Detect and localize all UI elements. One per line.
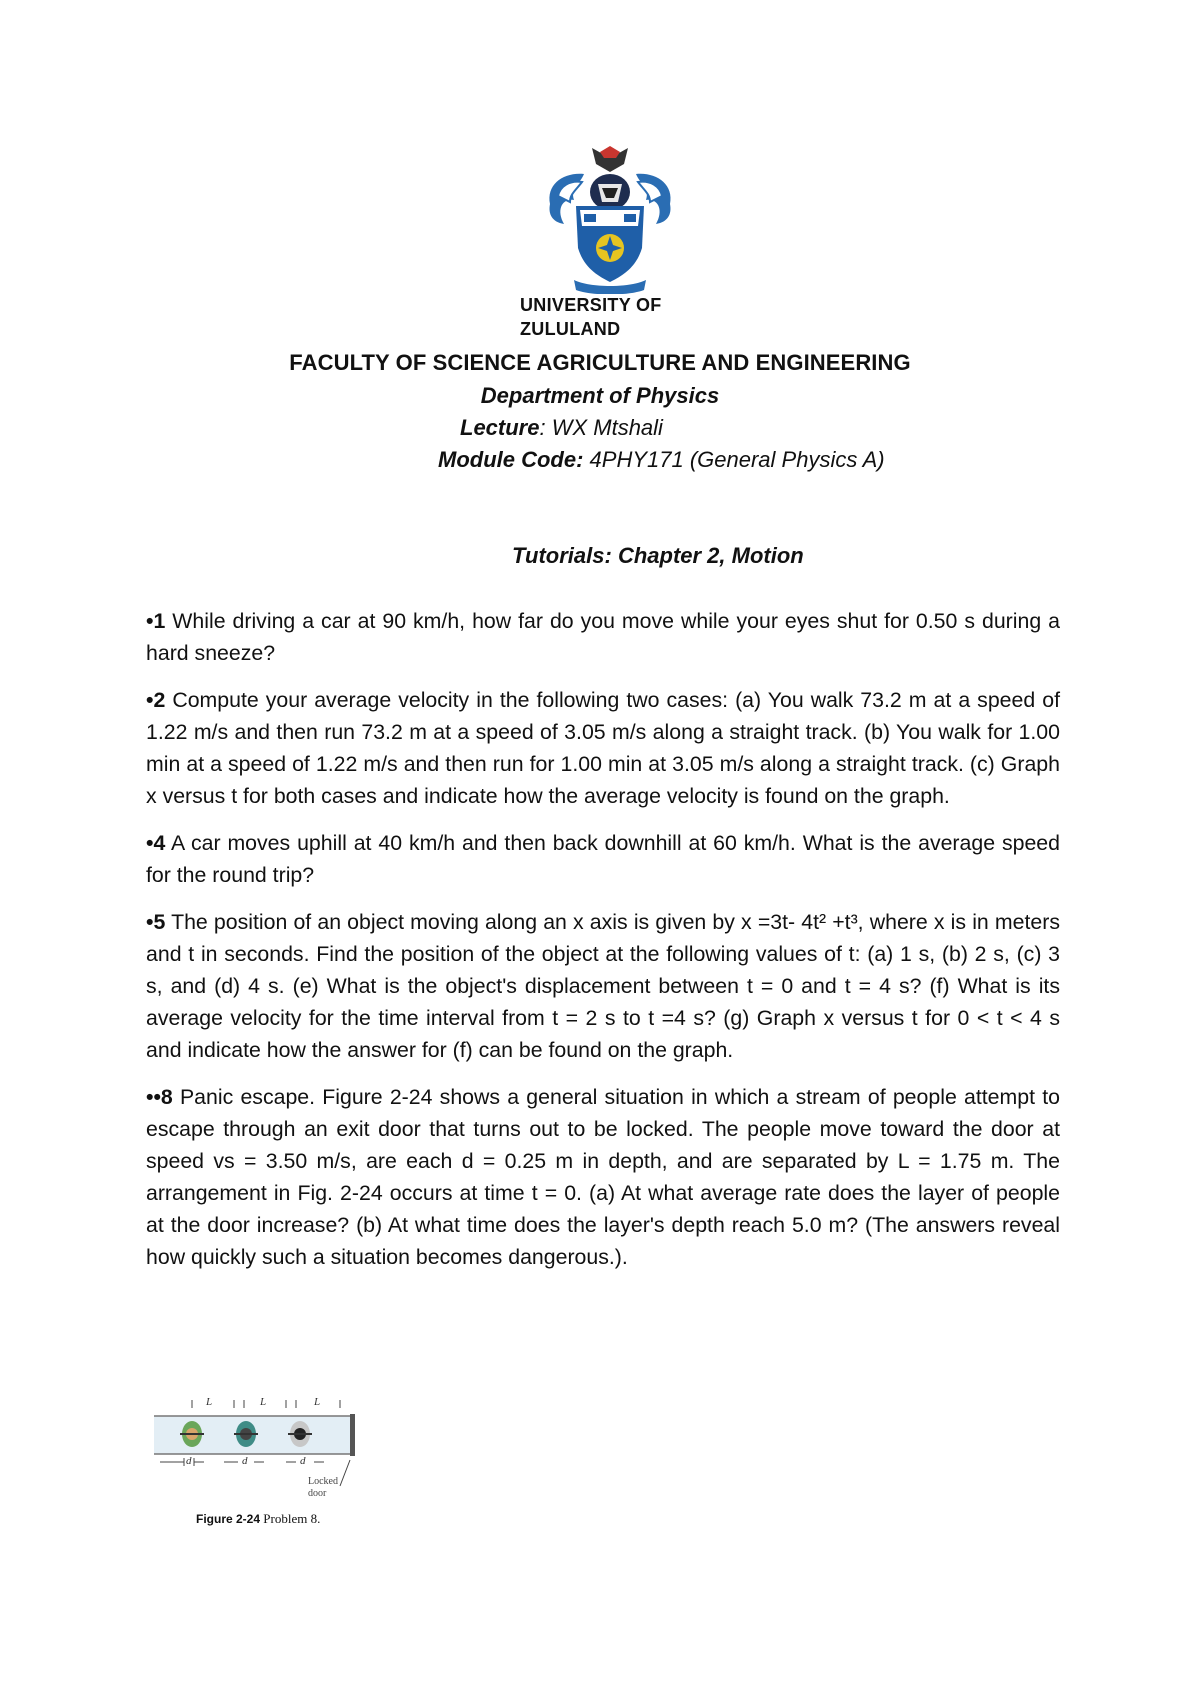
faculty-title: FACULTY OF SCIENCE AGRICULTURE AND ENGINEERING: [289, 350, 911, 375]
figure-caption: [196, 1511, 320, 1527]
depth-label-d: d: [186, 1455, 192, 1467]
depth-label-d: d: [300, 1455, 306, 1467]
problem-marker: •2: [146, 688, 166, 712]
locked-door-label-line2: door: [308, 1488, 327, 1499]
problem-text: Panic escape. Figure 2-24 shows a general situation in which a stream of people attempt to escape through an exit door that turns out to be locked. The people move toward the door at speed vs = 3.50 m/s, are each d = 0.25 m in depth, and are separated by L = 1.75 m. The arrangement in Fig. 2-24 occurs at time t = 0. (a) At what average rate does the layer of people at the door increase? (b) At what time does the layer's depth reach 5.0 m? (The answers reveal how quickly such a situation becomes dangerous.).: [146, 1085, 1060, 1269]
spacing-label-L: L: [260, 1396, 267, 1408]
problem-marker: ••8: [146, 1085, 173, 1109]
problem-text: The position of an object moving along an x axis is given by x =3t- 4t² +t³, where x is in meters and t in seconds. Find the position of the object at the following values of t: (a) 1 s, (b) 2 s, (c) 3 s, and (d) 4 s. (e) What is the object's displacement between t = 0 and t = 4 s? (f) What is its average velocity for the time interval from t = 2 s to t =4 s? (g) Graph x versus t for 0 < t < 4 s and indicate how the answer for (f) can be found on the graph.: [146, 910, 1060, 1062]
problem-4: [146, 827, 1060, 891]
problem-1: [146, 605, 1060, 669]
spacing-label-L: L: [314, 1396, 321, 1408]
problem-2: [146, 684, 1060, 812]
lecturer-line: [460, 415, 663, 441]
problem-text: A car moves uphill at 40 km/h and then back downhill at 60 km/h. What is the average speed for the round trip?: [146, 831, 1060, 887]
figure-caption-label: Figure 2-24: [196, 1512, 261, 1526]
module-code-label: Module Code:: [438, 447, 584, 472]
tutorial-title: Tutorials: Chapter 2, Motion: [512, 543, 804, 568]
department-title: Department of Physics: [480, 383, 720, 408]
problem-marker: •5: [146, 910, 166, 934]
problem-text: While driving a car at 90 km/h, how far do you move while your eyes shut for 0.50 s during a hard sneeze?: [146, 609, 1060, 665]
problem-8: [146, 1081, 1060, 1273]
problem-marker: •1: [146, 609, 166, 633]
spacing-label-L: L: [206, 1396, 213, 1408]
figure-caption-text: Problem 8.: [260, 1511, 321, 1526]
figure-diagram: [150, 1390, 380, 1510]
problem-5: [146, 906, 1060, 1066]
locked-door-label-line1: Locked: [308, 1476, 338, 1487]
university-name: [520, 293, 720, 341]
problem-marker: •4: [146, 831, 166, 855]
problem-text: Compute your average velocity in the following two cases: (a) You walk 73.2 m at a speed of 1.22 m/s and then run 73.2 m at a speed of 3.05 m/s along a straight track. (b) You walk for 1.00 min at a speed of 1.22 m/s and then run for 1.00 min at 3.05 m/s along a straight track. (c) Graph x versus t for both cases and indicate how the average velocity is found on the graph.: [146, 688, 1060, 808]
university-name-line2: ZULULAND: [520, 319, 621, 339]
module-code-line: [438, 447, 885, 473]
problem-list: [146, 605, 1060, 1288]
university-name-line1: UNIVERSITY OF: [520, 295, 662, 315]
lecturer-label: Lecture: [460, 415, 540, 440]
depth-label-d: d: [242, 1455, 248, 1467]
lecturer-value: : WX Mtshali: [539, 415, 663, 440]
university-crest-logo: [540, 144, 680, 294]
module-code-value: 4PHY171 (General Physics A): [583, 447, 885, 472]
locked-door-label: [308, 1476, 338, 1500]
